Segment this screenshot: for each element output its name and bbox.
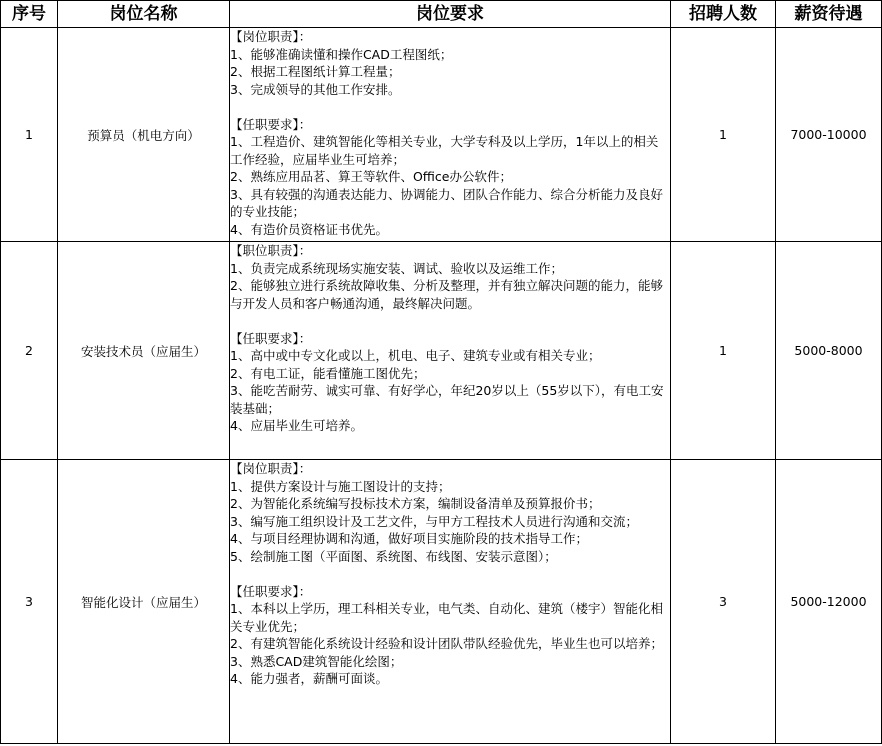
req-item: 1、工程造价、建筑智能化等相关专业，大学专科及以上学历，1年以上的相关工作经验，应届毕业生可培养；: [230, 134, 659, 167]
row-title: 预算员（机电方向）: [58, 28, 230, 242]
row-salary: 5000-8000: [776, 242, 882, 460]
duty-item: 1、能够准确读懂和操作CAD工程图纸；: [230, 46, 453, 62]
duty-item: 4、与项目经理协调和沟通，做好项目实施阶段的技术指导工作；: [230, 531, 588, 546]
spacer: [230, 98, 670, 116]
row-count: 3: [671, 460, 776, 744]
header-title: 岗位名称: [58, 1, 230, 28]
req-item: 3、熟悉CAD建筑智能化绘图；: [230, 653, 403, 669]
row-salary: 7000-10000: [776, 28, 882, 242]
reqs-header: 【任职要求】：: [230, 330, 312, 346]
duty-item: 2、根据工程图纸计算工程量；: [230, 64, 401, 79]
req-item: 1、高中或中专文化或以上，机电、电子、建筑专业或有相关专业；: [230, 348, 601, 363]
duty-item: 2、能够独立进行系统故障收集、分析及整理，并有独立解决问题的能力，能够与开发人员和客户畅通沟通，最终解决问题。: [230, 278, 663, 311]
duty-item: 3、完成领导的其他工作安排。: [230, 81, 401, 97]
row-salary: 5000-12000: [776, 460, 882, 744]
row-no: 3: [1, 460, 58, 744]
duty-item: 5、绘制施工图（平面图、系统图、布线图、安装示意图）；: [230, 548, 557, 564]
req-item: 2、有电工证，能看懂施工图优先；: [230, 365, 426, 381]
row-no: 1: [1, 28, 58, 242]
req-item: 3、能吃苦耐劳、诚实可靠、有好学心，年纪20岁以上（55岁以下），有电工安装基础；: [230, 383, 664, 416]
header-requirements: 岗位要求: [230, 1, 671, 28]
table-row: [1, 460, 882, 744]
row-title: 智能化设计（应届生）: [58, 460, 230, 744]
header-salary: 薪资待遇: [776, 1, 882, 28]
row-requirements: [230, 28, 671, 242]
header-row: [1, 1, 882, 28]
row-title: 安装技术员（应届生）: [58, 242, 230, 460]
duty-item: 1、负责完成系统现场实施安装、调试、验收以及运维工作；: [230, 260, 563, 276]
req-item: 2、有建筑智能化系统设计经验和设计团队带队经验优先，毕业生也可以培养；: [230, 636, 663, 651]
row-no: 2: [1, 242, 58, 460]
req-item: 3、具有较强的沟通表达能力、协调能力、团队合作能力、综合分析能力及良好的专业技能；: [230, 186, 663, 219]
row-count: 1: [671, 28, 776, 242]
row-count: 1: [671, 242, 776, 460]
reqs-header: 【任职要求】：: [230, 583, 312, 599]
duty-item: 1、提供方案设计与施工图设计的支持；: [230, 478, 451, 494]
row-requirements: [230, 242, 671, 460]
spacer: [230, 565, 670, 583]
header-count: 招聘人数: [671, 1, 776, 28]
header-no: 序号: [1, 1, 58, 28]
req-item: 4、能力强者，薪酬可面谈。: [230, 671, 388, 686]
table-row: [1, 28, 882, 242]
spacer: [230, 312, 670, 330]
row-requirements: [230, 460, 671, 744]
req-item: 1、本科以上学历，理工科相关专业，电气类、自动化、建筑（楼宇）智能化相关专业优先；: [230, 601, 663, 634]
req-item: 2、熟练应用品茗、算王等软件、Office办公软件；: [230, 169, 512, 184]
duty-item: 2、为智能化系统编写投标技术方案，编制设备清单及预算报价书；: [230, 496, 601, 511]
duties-header: 【岗位职责】：: [230, 29, 312, 44]
req-item: 4、应届毕业生可培养。: [230, 418, 363, 433]
duties-header: 【岗位职责】：: [230, 461, 312, 476]
req-item: 4、有造价员资格证书优先。: [230, 221, 388, 237]
reqs-header: 【任职要求】：: [230, 116, 312, 132]
duty-item: 3、编写施工组织设计及工艺文件，与甲方工程技术人员进行沟通和交流；: [230, 513, 638, 529]
duties-header: 【职位职责】：: [230, 243, 312, 258]
table-row: [1, 242, 882, 460]
